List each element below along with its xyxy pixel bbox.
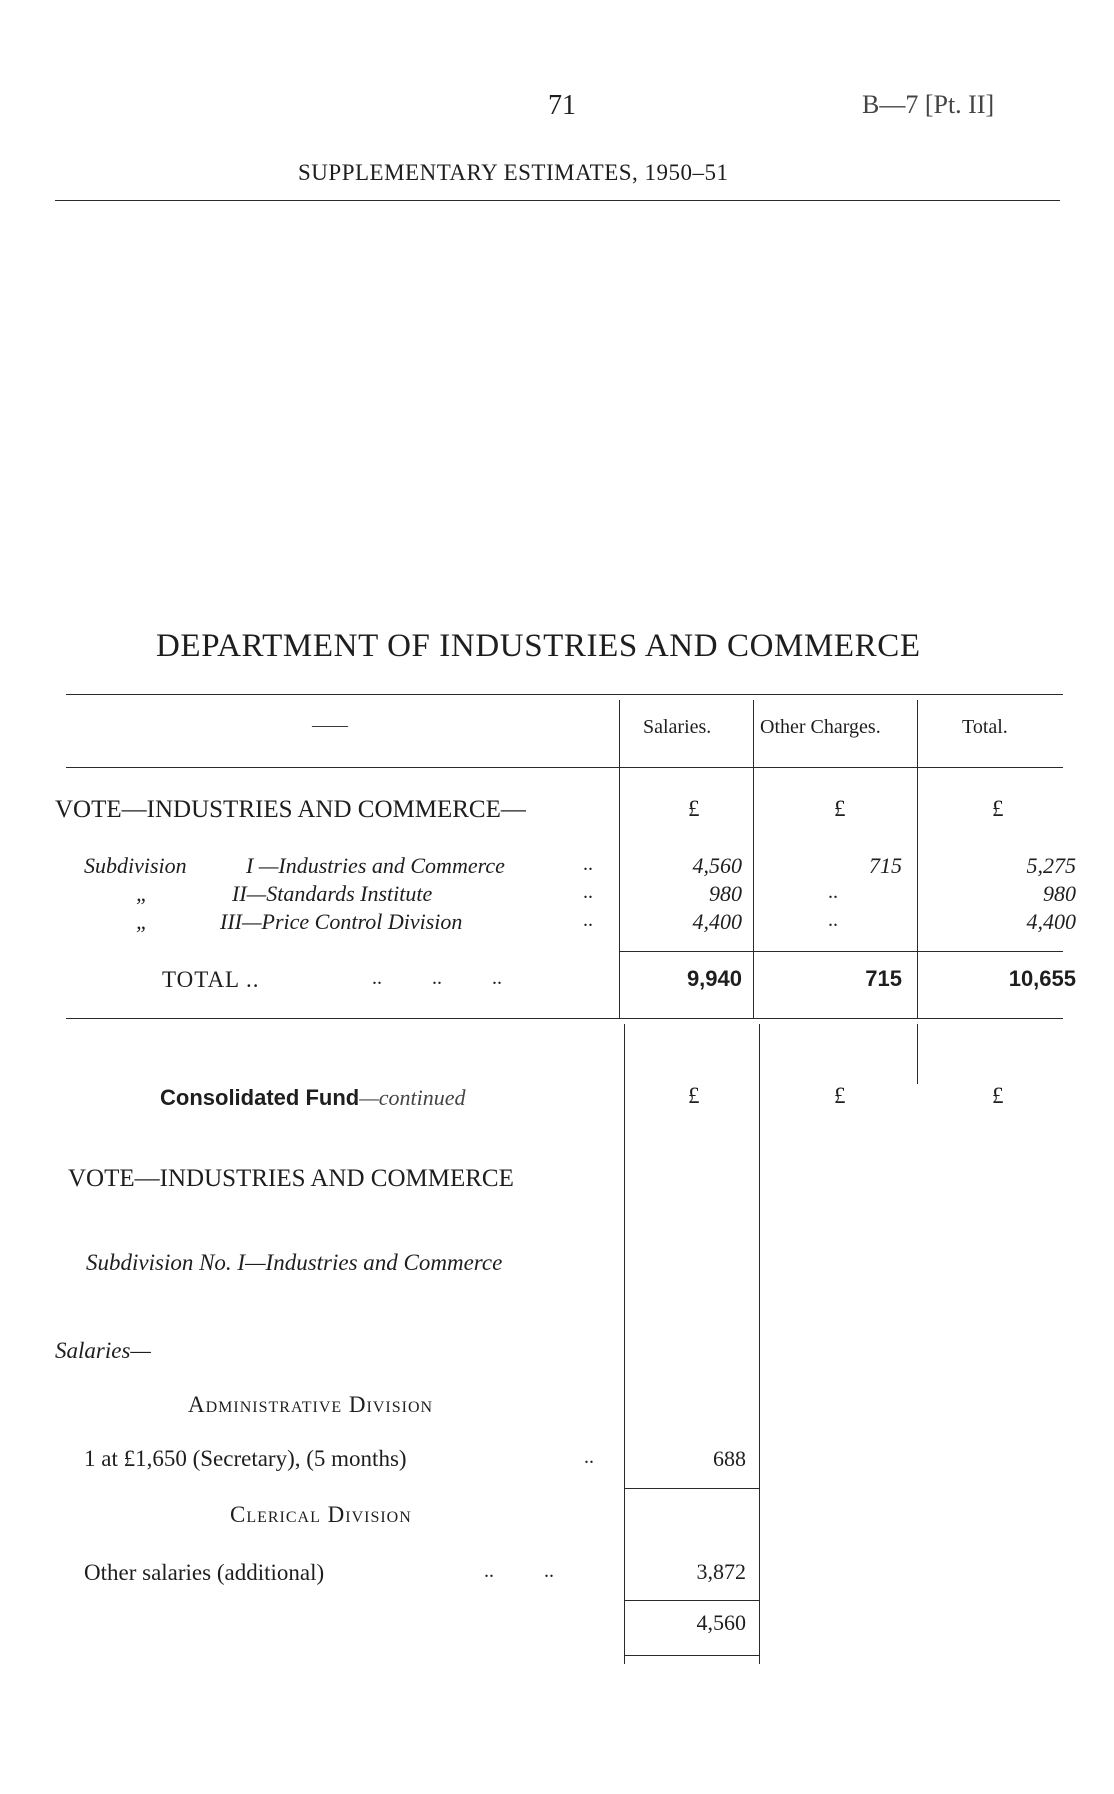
department-title: DEPARTMENT OF INDUSTRIES AND COMMERCE: [156, 628, 921, 664]
currency-salaries: £: [688, 796, 700, 821]
detail-currency-salaries: £: [688, 1083, 700, 1108]
currency-other: £: [834, 796, 846, 821]
clerical-division-heading: Clerical Division: [230, 1502, 412, 1527]
detail-currency-total: £: [992, 1083, 1004, 1108]
row-3-leaders: ..: [583, 909, 593, 931]
clerical-line-label: Other salaries (additional): [84, 1560, 325, 1585]
col-header-other-charges: Other Charges.: [760, 716, 881, 738]
row-2-total: 980: [1043, 881, 1076, 906]
row-2-other: ..: [828, 881, 838, 903]
row-3-prefix: „: [136, 909, 149, 934]
detail-vote-heading: VOTE—INDUSTRIES AND COMMERCE: [68, 1165, 514, 1192]
admin-line-label: 1 at £1,650 (Secretary), (5 months): [84, 1446, 407, 1471]
subtotal-bottom-rule: [624, 1655, 759, 1656]
detail-col-rule-1: [624, 1024, 625, 1664]
fund-bold: Consolidated Fund: [160, 1085, 360, 1110]
col-header-salaries: Salaries.: [643, 716, 712, 738]
total-label: TOTAL ..: [162, 967, 260, 992]
admin-line-leaders: ..: [584, 1446, 594, 1468]
row-3-label: III—Price Control Division: [220, 909, 463, 934]
total-salaries: 9,940: [686, 966, 742, 991]
currency-total: £: [992, 796, 1004, 821]
fund-italic: —continued: [359, 1085, 466, 1110]
admin-sum-rule: [624, 1488, 759, 1489]
consolidated-fund-heading: [160, 1085, 466, 1111]
row-1-leaders: ..: [583, 853, 593, 875]
row-2-leaders: ..: [583, 881, 593, 903]
col-rule-3: [917, 700, 918, 1018]
col-header-total: Total.: [962, 716, 1008, 738]
header-rule: [55, 200, 1060, 201]
detail-currency-other: £: [834, 1083, 846, 1108]
col-rule-2: [753, 700, 754, 1018]
administrative-division-heading: Administrative Division: [188, 1392, 434, 1417]
detail-subdivision: Subdivision No. I—Industries and Commerce: [86, 1250, 503, 1275]
row-2-label: II—Standards Institute: [232, 881, 433, 906]
row-1-label: I —Industries and Commerce: [246, 853, 505, 878]
row-3-total: 4,400: [1026, 909, 1076, 934]
detail-col-rule-2: [759, 1024, 760, 1664]
subtotal-top-rule: [624, 1600, 759, 1601]
total-leaders: .. .. ..: [372, 967, 502, 989]
page-number: 71: [548, 90, 576, 121]
row-1-other: 715: [869, 853, 902, 878]
salaries-heading: Salaries—: [55, 1338, 151, 1363]
total-total: 10,655: [1008, 966, 1076, 991]
running-title: SUPPLEMENTARY ESTIMATES, 1950–51: [298, 160, 729, 185]
table-bottom-rule: [66, 1018, 1063, 1019]
clerical-line-amount: 3,872: [696, 1559, 746, 1584]
total-top-rule: [619, 951, 1063, 952]
table-head-rule: [66, 767, 1063, 768]
clerical-line-leaders: .. ..: [484, 1560, 554, 1582]
row-3-salaries: 4,400: [692, 909, 742, 934]
col-rule-1: [619, 700, 620, 1018]
subtotal-amount: 4,560: [696, 1610, 746, 1635]
admin-line-amount: 688: [713, 1446, 746, 1471]
row-2-prefix: „: [136, 881, 149, 906]
row-2-salaries: 980: [709, 881, 742, 906]
row-1-salaries: 4,560: [692, 853, 742, 878]
document-reference: B—7 [Pt. II]: [862, 90, 995, 119]
detail-col-rule-3: [917, 1024, 918, 1084]
row-3-other: ..: [828, 909, 838, 931]
table-top-rule: [66, 694, 1063, 695]
col-header-blank: ——: [312, 715, 348, 735]
row-1-prefix: Subdivision: [84, 853, 187, 878]
summary-vote-heading: VOTE—INDUSTRIES AND COMMERCE—: [55, 796, 526, 823]
total-other: 715: [865, 966, 902, 991]
row-1-total: 5,275: [1026, 853, 1076, 878]
